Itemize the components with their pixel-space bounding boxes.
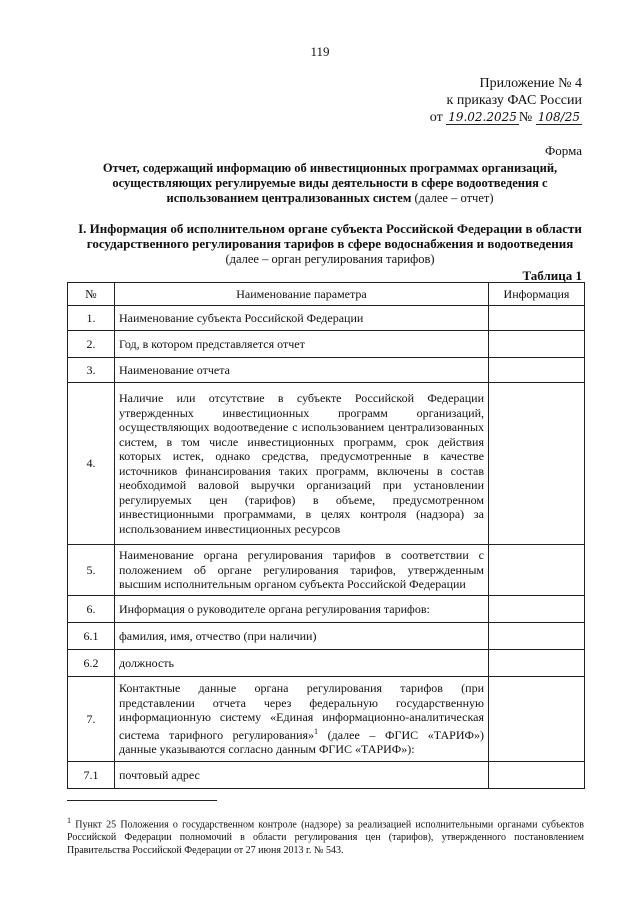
row-number: 1. [68,306,115,331]
table-row [68,596,585,623]
row-parameter: Наличие или отсутствие в субъекте Российской Федерации утвержденных инвестиционных программ организаций, осуществляющих водоотведение с использованием централизованных систем, в том числе инвестиционных программ, срок действия которых истек, однако средства, предусмотренные в качестве источников финансирования таких программ, включены в состав необходимой валовой выручки организаций при установлении регулируемых цен (тарифов) в объеме, предусмотренном инвестиционными программами, в целях контроля (надзора) за использованием инвестиционных ресурсов [115,383,489,545]
footnote [67,814,584,857]
row-number: 4. [68,383,115,545]
appendix-label: Приложение № 4 [479,76,582,91]
row-info-cell [489,331,585,358]
row-text-part-a: Контактные данные органа регулирования тарифов (при представлении отчета через федеральную государственную информационную систему «Единая информационно-аналитическая система тарифного регулирования» [119,681,484,742]
page-number: 119 [310,44,330,59]
footnote-text: Пункт 25 Положения о государственном контроле (надзоре) за реализацией исполнительными органами субъектов Российской Федерации полномочий в области регулирования цен (тарифов), утвержденного постановлением Правительства Российской Федерации от 27 июня 2013 г. № 543. [67,819,584,857]
title-normal: (далее – отчет) [414,191,494,205]
footnote-separator [67,800,217,801]
table-row [68,331,585,358]
row-number: 7. [68,677,115,762]
row-number: 6.1 [68,623,115,650]
order-reference: к приказу ФАС России [446,93,582,108]
section-normal: (далее – орган регулирования тарифов) [225,252,435,266]
row-info-cell [489,762,585,789]
table-row [68,358,585,383]
row-parameter: Наименование отчета [115,358,489,383]
table-caption: Таблица 1 [522,268,582,283]
row-info-cell [489,596,585,623]
row-info-cell [489,677,585,762]
row-number: 5. [68,545,115,596]
date-prefix: от [429,110,443,125]
row-parameter: почтовый адрес [115,762,489,789]
table-row [68,306,585,331]
row-info-cell [489,383,585,545]
order-date-number [430,110,582,126]
row-info-cell [489,623,585,650]
info-table [67,282,585,789]
section-bold: I. Информация об исполнительном органе субъекта Российской Федерации в области государственного регулирования тарифов в сфере водоснабжения и водоотведения [78,221,582,251]
row-parameter: Наименование субъекта Российской Федерации [115,306,489,331]
row-text-part-b: (далее – ФГИС «ТАРИФ») данные указываются согласно данным ФГИС «ТАРИФ»): [119,727,484,757]
handwritten-date: 19.02.2025 [448,110,517,124]
table-row [68,677,585,762]
form-label: Форма [545,143,582,158]
row-number: 6.2 [68,650,115,677]
row-info-cell [489,358,585,383]
row-number: 3. [68,358,115,383]
table-row [68,650,585,677]
footnote-number: 1 [67,816,71,825]
table-row [68,545,585,596]
table-header-row [68,283,585,306]
row-parameter: Информация о руководителе органа регулирования тарифов: [115,596,489,623]
row-info-cell [489,650,585,677]
handwritten-number: 108/25 [537,110,580,124]
row-parameter: фамилия, имя, отчество (при наличии) [115,623,489,650]
row-parameter: должность [115,650,489,677]
row-info-cell [489,545,585,596]
section-heading [70,221,590,267]
number-prefix: № [518,110,533,125]
footnote-mark: 1 [314,726,319,736]
table-row [68,762,585,789]
document-title [70,161,590,206]
table-row [68,383,585,545]
title-bold: Отчет, содержащий информацию об инвестиционных программах организаций, осуществляющих регулируемые виды деятельности в сфере водоотведения с использованием централизованных систем [102,161,558,205]
header-num: № [68,283,115,306]
table-row [68,623,585,650]
header-parameter: Наименование параметра [115,283,489,306]
row-parameter: Год, в котором представляется отчет [115,331,489,358]
header-information: Информация [489,283,585,306]
row-info-cell [489,306,585,331]
row-number: 7.1 [68,762,115,789]
row-number: 2. [68,331,115,358]
row-number: 6. [68,596,115,623]
row-parameter: Наименование органа регулирования тарифов в соответствии с положением об органе регулирования тарифов, утвержденным высшим исполнительным органом субъекта Российской Федерации [115,545,489,596]
row-parameter [115,677,489,762]
